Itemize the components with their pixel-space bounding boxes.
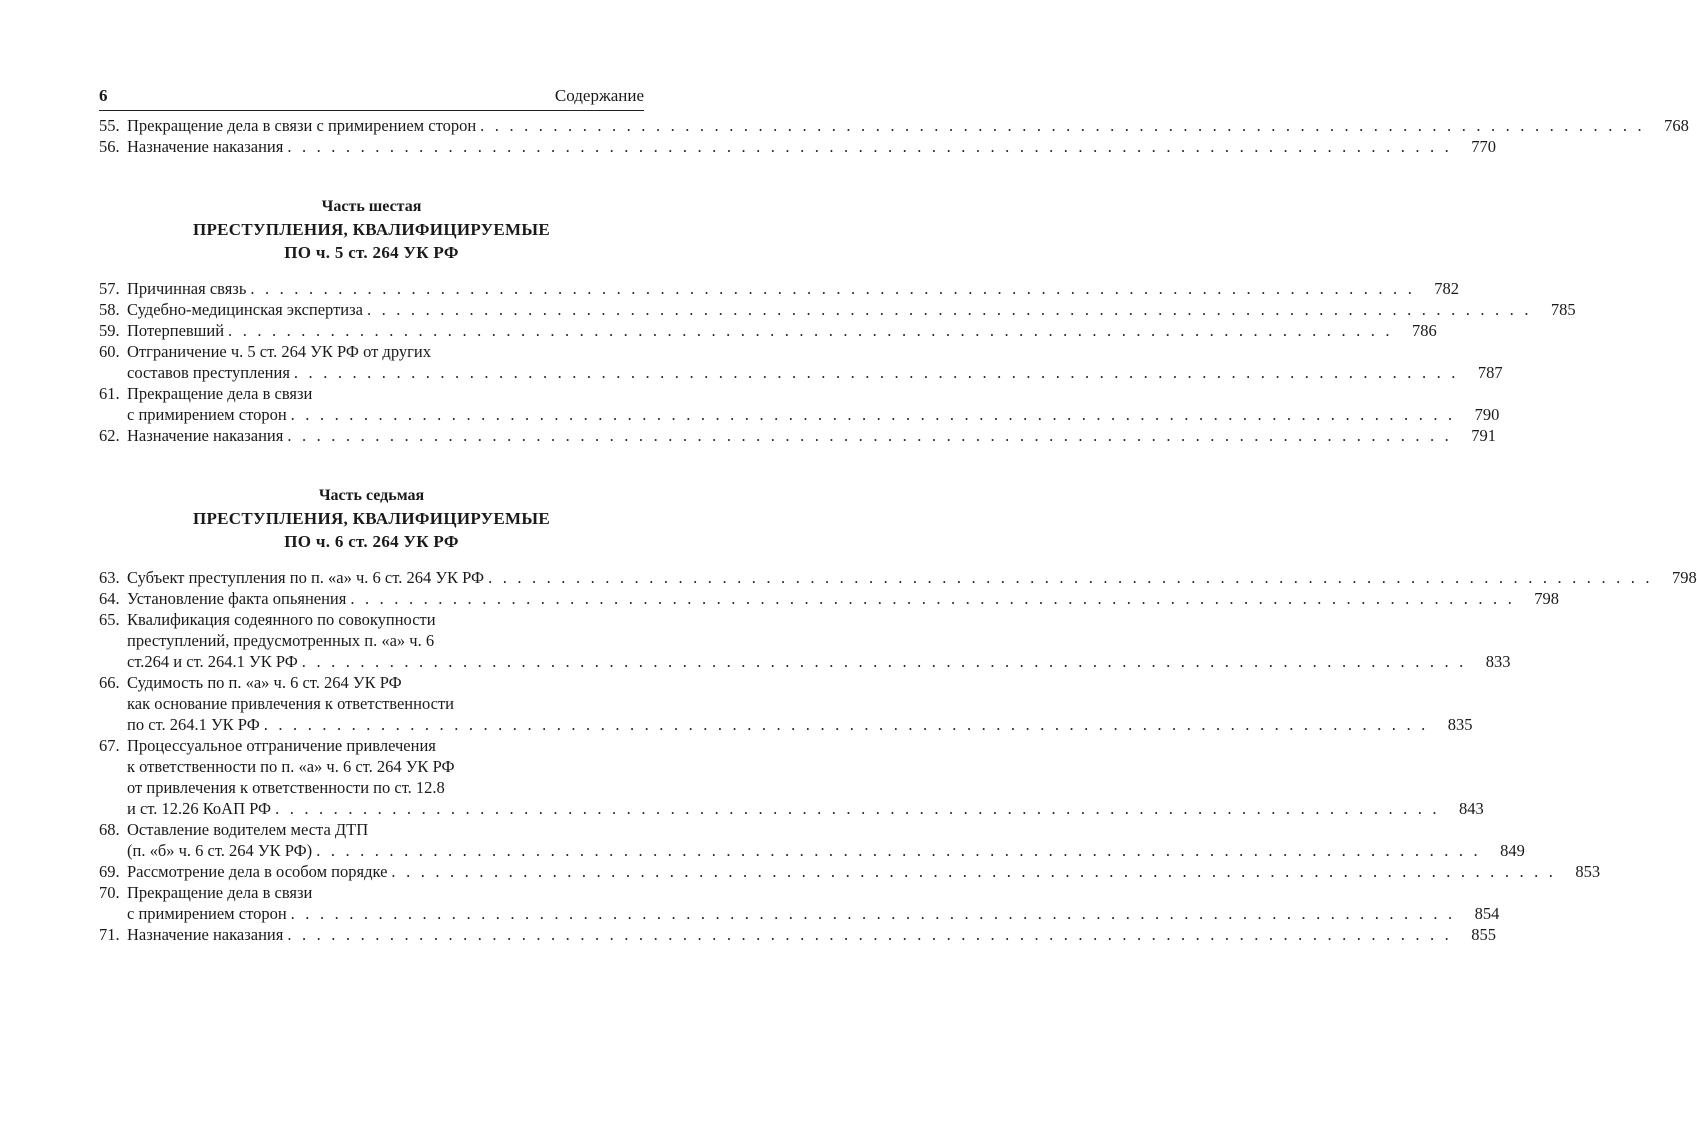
entry-number: 63. <box>99 568 120 587</box>
entry-title: Потерпевший <box>127 321 225 340</box>
dot-leader: . . . . . . . . . . . . . . . . . . . . . . . . . . . . . . . . . . . . . . . . . . . . . . . . . . . . . . . . . . . . . . . . . . . . . . . . . . . . . . . . <box>287 137 1453 156</box>
toc-entry[interactable] <box>99 861 1601 882</box>
entry-title: Прекращение дела в связи с примирением сторон <box>127 116 477 135</box>
toc-entry-line <box>99 693 644 714</box>
entry-title: Процессуальное отграничение привлечения <box>127 736 436 755</box>
toc-entry[interactable] <box>99 383 1500 425</box>
entry-page: 790 <box>1474 405 1500 424</box>
entry-title: Назначение наказания <box>127 426 284 445</box>
toc-entry-line <box>99 588 1560 609</box>
entry-number: 59. <box>99 321 120 340</box>
toc-entry[interactable] <box>99 320 1437 341</box>
entry-title: Прекращение дела в связи <box>127 883 313 902</box>
dot-leader: . . . . . . . . . . . . . . . . . . . . . . . . . . . . . . . . . . . . . . . . . . . . . . . . . . . . . . . . . . . . . . . . . . . . . . . . . . . . . . . . <box>301 652 1467 671</box>
entry-title: ст.264 и ст. 264.1 УК РФ <box>127 652 298 671</box>
entry-page: 849 <box>1500 841 1525 860</box>
toc-entry-line <box>99 320 1437 341</box>
dot-leader: . . . . . . . . . . . . . . . . . . . . . . . . . . . . . . . . . . . . . . . . . . . . . . . . . . . . . . . . . . . . . . . . . . . . . . . . . . . . . . . . <box>228 321 1393 340</box>
entry-title: Судебно-медицинская экспертиза <box>127 300 363 319</box>
entry-number: 58. <box>99 300 120 319</box>
part-title-line: ПРЕСТУПЛЕНИЯ, КВАЛИФИЦИРУЕМЫЕ <box>192 509 551 528</box>
toc-entry[interactable] <box>99 588 1560 609</box>
entry-number: 71. <box>99 925 120 944</box>
toc-entry-line <box>99 425 1497 446</box>
entry-number: 65. <box>99 610 120 629</box>
part-title-line: ПРЕСТУПЛЕНИЯ, КВАЛИФИЦИРУЕМЫЕ <box>192 220 551 239</box>
part-label: Часть шестая <box>321 198 422 215</box>
toc-entry[interactable] <box>99 924 1497 945</box>
entry-title: с примирением сторон <box>127 405 287 424</box>
entry-title: Прекращение дела в связи <box>127 384 313 403</box>
toc-entry[interactable] <box>99 672 1473 735</box>
entry-number: 60. <box>99 342 120 361</box>
entry-title: по ст. 264.1 УК РФ <box>127 715 260 734</box>
entry-number: 57. <box>99 279 120 298</box>
entry-page: 833 <box>1485 652 1511 671</box>
toc-entry[interactable] <box>99 299 1576 320</box>
dot-leader: . . . . . . . . . . . . . . . . . . . . . . . . . . . . . . . . . . . . . . . . . . . . . . . . . . . . . . . . . . . . . . . . . . . . . . . . . . . . . . . . <box>316 841 1481 860</box>
toc-entry[interactable] <box>99 609 1511 672</box>
entry-number: 56. <box>99 137 120 156</box>
entry-title: Отграничение ч. 5 ст. 264 УК РФ от других <box>127 342 431 361</box>
toc-entry-line <box>99 651 1511 672</box>
entry-page: 785 <box>1550 300 1576 319</box>
toc-entry-line <box>99 840 1525 861</box>
toc-entry-line <box>99 630 644 651</box>
entry-title: к ответственности по п. «а» ч. 6 ст. 264 УК РФ <box>127 757 455 776</box>
toc-entry-line <box>99 672 644 693</box>
dot-leader: . . . . . . . . . . . . . . . . . . . . . . . . . . . . . . . . . . . . . . . . . . . . . . . . . . . . . . . . . . . . . . . . . . . . . . . . . . . . . . . . <box>287 426 1453 445</box>
section-title: Содержание <box>554 86 644 105</box>
entry-title: Назначение наказания <box>127 137 284 156</box>
entry-page: 798 <box>1672 568 1697 587</box>
entry-page: 853 <box>1575 862 1601 881</box>
entry-number: 64. <box>99 589 120 608</box>
toc-entry-line <box>99 798 1484 819</box>
toc-entry-line <box>99 299 1576 320</box>
dot-leader: . . . . . . . . . . . . . . . . . . . . . . . . . . . . . . . . . . . . . . . . . . . . . . . . . . . . . . . . . . . . . . . . . . . . . . . . . . . . . . . . <box>290 904 1456 923</box>
dot-leader: . . . . . . . . . . . . . . . . . . . . . . . . . . . . . . . . . . . . . . . . . . . . . . . . . . . . . . . . . . . . . . . . . . . . . . . . . . . . . . . . <box>350 589 1516 608</box>
header-rule <box>99 110 644 111</box>
entry-page: 782 <box>1434 279 1460 298</box>
entry-number: 62. <box>99 426 120 445</box>
entry-title: (п. «б» ч. 6 ст. 264 УК РФ) <box>127 841 313 860</box>
dot-leader: . . . . . . . . . . . . . . . . . . . . . . . . . . . . . . . . . . . . . . . . . . . . . . . . . . . . . . . . . . . . . . . . . . . . . . . . . . . . . . . . <box>391 862 1557 881</box>
toc-entry-line <box>99 714 1473 735</box>
toc-entry-line <box>99 735 644 756</box>
entry-number: 61. <box>99 384 120 403</box>
dot-leader: . . . . . . . . . . . . . . . . . . . . . . . . . . . . . . . . . . . . . . . . . . . . . . . . . . . . . . . . . . . . . . . . . . . . . . . . . . . . . . . . <box>263 715 1429 734</box>
dot-leader: . . . . . . . . . . . . . . . . . . . . . . . . . . . . . . . . . . . . . . . . . . . . . . . . . . . . . . . . . . . . . . . . . . . . . . . . . . . . . . . . <box>366 300 1532 319</box>
toc-entry-line <box>99 882 644 903</box>
dot-leader: . . . . . . . . . . . . . . . . . . . . . . . . . . . . . . . . . . . . . . . . . . . . . . . . . . . . . . . . . . . . . . . . . . . . . . . . . . . . . . . . <box>488 568 1653 587</box>
page-number: 6 <box>99 86 108 105</box>
dot-leader: . . . . . . . . . . . . . . . . . . . . . . . . . . . . . . . . . . . . . . . . . . . . . . . . . . . . . . . . . . . . . . . . . . . . . . . . . . . . . . . . <box>293 363 1459 382</box>
toc-entry-line <box>99 777 644 798</box>
entry-page: 787 <box>1477 363 1503 382</box>
toc-entry-line <box>99 278 1460 299</box>
dot-leader: . . . . . . . . . . . . . . . . . . . . . . . . . . . . . . . . . . . . . . . . . . . . . . . . . . . . . . . . . . . . . . . . . . . . . . . . . . . . . . . . <box>287 925 1453 944</box>
toc-page <box>99 84 1697 945</box>
toc-entry[interactable] <box>99 136 1497 157</box>
entry-page: 855 <box>1471 925 1497 944</box>
toc-entry[interactable] <box>99 567 1697 588</box>
entry-title: составов преступления <box>127 363 290 382</box>
entry-page: 770 <box>1471 137 1497 156</box>
entry-title: Назначение наказания <box>127 925 284 944</box>
part-title-line: ПО ч. 5 ст. 264 УК РФ <box>284 243 459 262</box>
entry-title: как основание привлечения к ответственности <box>127 694 454 713</box>
entry-number: 69. <box>99 862 120 881</box>
toc-entry[interactable] <box>99 341 1503 383</box>
toc-entry-line <box>99 609 644 630</box>
toc-entry[interactable] <box>99 819 1525 861</box>
entry-page: 786 <box>1411 321 1437 340</box>
part-heading <box>99 195 644 264</box>
toc-entry-line <box>99 341 644 362</box>
toc-entry-line <box>99 924 1497 945</box>
entry-number: 66. <box>99 673 120 692</box>
entry-number: 67. <box>99 736 120 755</box>
dot-leader: . . . . . . . . . . . . . . . . . . . . . . . . . . . . . . . . . . . . . . . . . . . . . . . . . . . . . . . . . . . . . . . . . . . . . . . . . . . . . . . . <box>290 405 1456 424</box>
toc-entry-line <box>99 567 1697 588</box>
entry-title: Субъект преступления по п. «а» ч. 6 ст. 264 УК РФ <box>127 568 485 587</box>
part-title-line: ПО ч. 6 ст. 264 УК РФ <box>284 532 459 551</box>
table-of-contents <box>99 115 1697 945</box>
toc-entry-line <box>99 383 644 404</box>
entry-title: и ст. 12.26 КоАП РФ <box>127 799 272 818</box>
toc-entry-line <box>99 404 1500 425</box>
toc-entry-line <box>99 903 1500 924</box>
entry-page: 835 <box>1447 715 1473 734</box>
entry-page: 791 <box>1471 426 1497 445</box>
entry-page: 768 <box>1664 116 1689 135</box>
dot-leader: . . . . . . . . . . . . . . . . . . . . . . . . . . . . . . . . . . . . . . . . . . . . . . . . . . . . . . . . . . . . . . . . . . . . . . . . . . . . . . . . <box>480 116 1645 135</box>
toc-entry-line <box>99 362 1503 383</box>
entry-title: Причинная связь <box>127 279 247 298</box>
entry-title: Квалификация содеянного по совокупности <box>127 610 436 629</box>
entry-number: 70. <box>99 883 120 902</box>
entry-title: преступлений, предусмотренных п. «а» ч. 6 <box>127 631 435 650</box>
entry-number: 68. <box>99 820 120 839</box>
toc-entry[interactable] <box>99 735 1484 819</box>
toc-entry-line <box>99 861 1601 882</box>
toc-entry-line <box>99 115 1689 136</box>
entry-page: 798 <box>1534 589 1560 608</box>
entry-title: Оставление водителем места ДТП <box>127 820 369 839</box>
entry-title: Рассмотрение дела в особом порядке <box>127 862 388 881</box>
toc-entry[interactable] <box>99 278 1460 299</box>
entry-page: 843 <box>1459 799 1484 818</box>
entry-title: Установление факта опьянения <box>127 589 347 608</box>
entry-title: Судимость по п. «а» ч. 6 ст. 264 УК РФ <box>127 673 402 692</box>
entry-page: 854 <box>1474 904 1500 923</box>
toc-entry[interactable] <box>99 115 1689 136</box>
entry-title: с примирением сторон <box>127 904 287 923</box>
running-head <box>99 84 644 108</box>
entry-number: 55. <box>99 116 120 135</box>
entry-title: от привлечения к ответственности по ст. 12.8 <box>127 778 445 797</box>
toc-entry[interactable] <box>99 425 1497 446</box>
toc-entry-line <box>99 819 644 840</box>
dot-leader: . . . . . . . . . . . . . . . . . . . . . . . . . . . . . . . . . . . . . . . . . . . . . . . . . . . . . . . . . . . . . . . . . . . . . . . . . . . . . . . . <box>275 799 1440 818</box>
toc-entry-line <box>99 136 1497 157</box>
toc-entry-line <box>99 756 644 777</box>
part-heading <box>99 484 644 553</box>
dot-leader: . . . . . . . . . . . . . . . . . . . . . . . . . . . . . . . . . . . . . . . . . . . . . . . . . . . . . . . . . . . . . . . . . . . . . . . . . . . . . . . . <box>250 279 1416 298</box>
part-label: Часть седьмая <box>318 487 425 504</box>
toc-entry[interactable] <box>99 882 1500 924</box>
